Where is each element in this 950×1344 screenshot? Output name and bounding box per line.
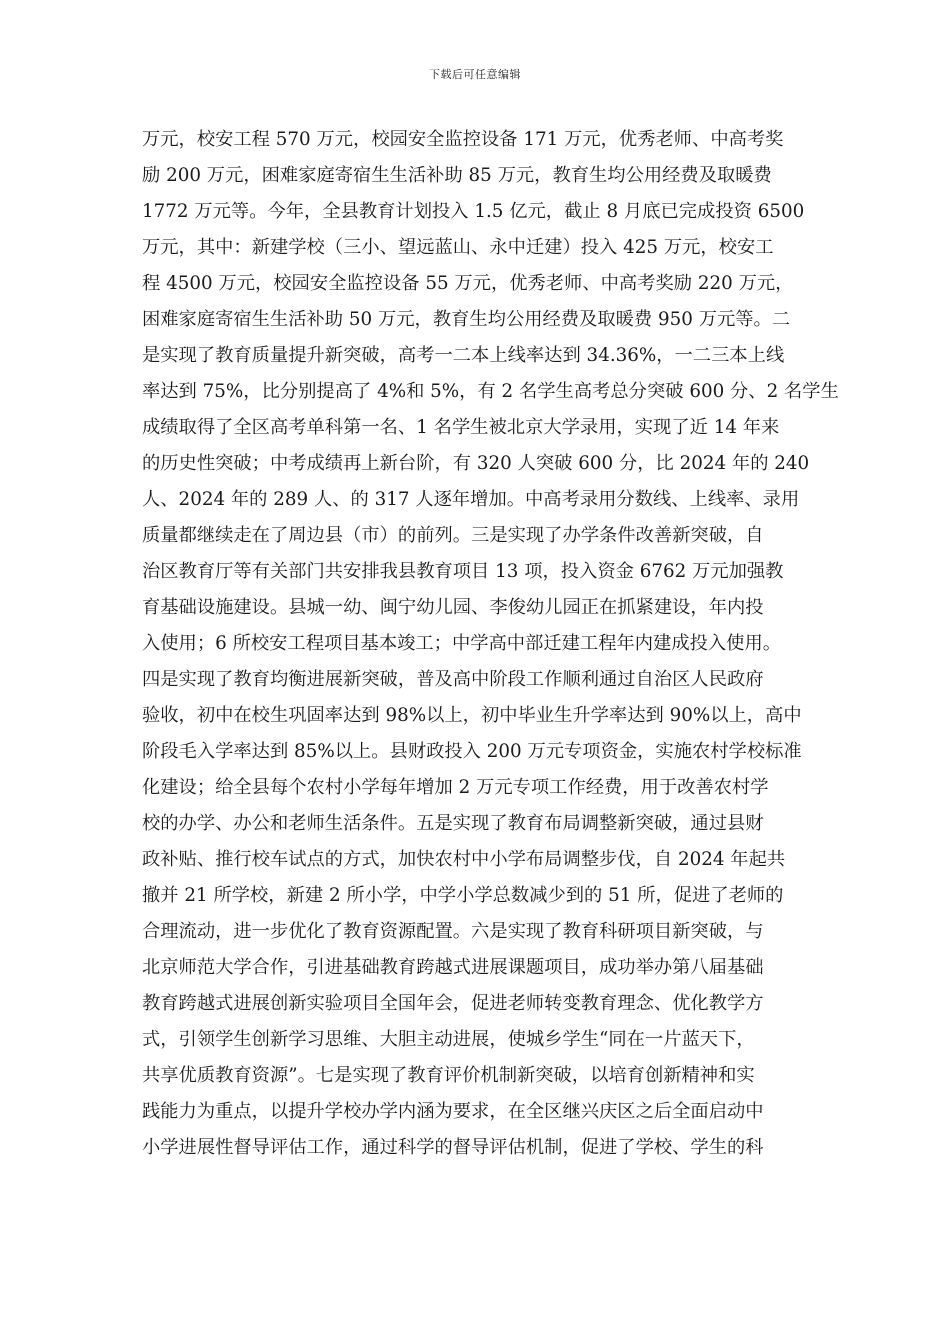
text-line: 政补贴、推行校车试点的方式，加快农村中小学布局调整步伐，自 2024 年起共 (142, 849, 786, 870)
text-line: 共享优质教育资源”。七是实现了教育评价机制新突破，以培育创新精神和实 (142, 1065, 755, 1086)
text-line: 北京师范大学合作，引进基础教育跨越式进展课题项目，成功举办第八届基础 (142, 957, 764, 978)
text-line: 撤并 21 所学校，新建 2 所小学，中学小学总数减少到的 51 所，促进了老师的 (142, 885, 784, 906)
text-line: 践能力为重点，以提升学校办学内涵为要求，在全区继兴庆区之后全面启动中 (142, 1101, 764, 1122)
text-line: 是实现了教育质量提升新突破，高考一二本上线率达到 34.36%，一二三本上线 (142, 345, 785, 366)
text-line: 化建设；给全县每个农村小学每年增加 2 万元专项工作经费，用于改善农村学 (142, 777, 769, 798)
text-line: 小学进展性督导评估工作，通过科学的督导评估机制，促进了学校、学生的科 (142, 1137, 764, 1158)
text-line: 程 4500 万元，校园安全监控设备 55 万元，优秀老师、中高考奖励 220 万元， (142, 273, 794, 294)
text-line: 教育跨越式进展创新实验项目全国年会，促进老师转变教育理念、优化教学方 (142, 993, 764, 1014)
text-line: 人、2024 年的 289 人、的 317 人逐年增加。中高考录用分数线、上线率、录用 (142, 489, 800, 510)
text-line: 万元，其中：新建学校（三小、望远蓝山、永中迁建）投入 425 万元，校安工 (142, 237, 774, 258)
text-line: 的历史性突破；中考成绩再上新台阶，有 320 人突破 600 分，比 2024 年的 240 (142, 453, 810, 474)
text-line: 式，引领学生创新学习思维、大胆主动进展，使城乡学生“同在一片蓝天下， (142, 1029, 755, 1050)
text-line: 校的办学、办公和老师生活条件。五是实现了教育布局调整新突破，通过县财 (142, 813, 764, 834)
text-line: 1772 万元等。今年，全县教育计划投入 1.5 亿元，截止 8 月底已完成投资 6500 (142, 201, 805, 222)
text-line: 成绩取得了全区高考单科第一名、1 名学生被北京大学录用，实现了近 14 年来 (142, 417, 780, 438)
text-line: 四是实现了教育均衡进展新突破，普及高中阶段工作顺利通过自治区人民政府 (142, 669, 764, 690)
text-line: 育基础设施建设。县城一幼、闽宁幼儿园、李俊幼儿园正在抓紧建设，年内投 (142, 597, 764, 618)
body-text (142, 122, 839, 1166)
page-header: 下载后可任意编辑 (429, 68, 521, 81)
text-line: 入使用；6 所校安工程项目基本竣工；中学高中部迁建工程年内建成投入使用。 (142, 633, 782, 654)
text-line: 验收，初中在校生巩固率达到 98%以上，初中毕业生升学率达到 90%以上，高中 (142, 705, 802, 726)
text-line: 万元，校安工程 570 万元，校园安全监控设备 171 万元，优秀老师、中高考奖 (142, 129, 784, 150)
text-line: 合理流动，进一步优化了教育资源配置。六是实现了教育科研项目新突破，与 (142, 921, 764, 942)
text-line: 困难家庭寄宿生生活补助 50 万元，教育生均公用经费及取暖费 950 万元等。二 (142, 309, 791, 330)
text-line: 率达到 75%，比分别提高了 4%和 5%，有 2 名学生高考总分突破 600 分、2 名学生 (142, 381, 839, 402)
text-line: 质量都继续走在了周边县（市）的前列。三是实现了办学条件改善新突破，自 (142, 525, 764, 546)
text-line: 治区教育厅等有关部门共安排我县教育项目 13 项，投入资金 6762 万元加强教 (142, 561, 784, 582)
text-line: 励 200 万元，困难家庭寄宿生生活补助 85 万元，教育生均公用经费及取暖费 (142, 165, 772, 186)
text-line: 阶段毛入学率达到 85%以上。县财政投入 200 万元专项资金，实施农村学校标准 (142, 741, 802, 762)
